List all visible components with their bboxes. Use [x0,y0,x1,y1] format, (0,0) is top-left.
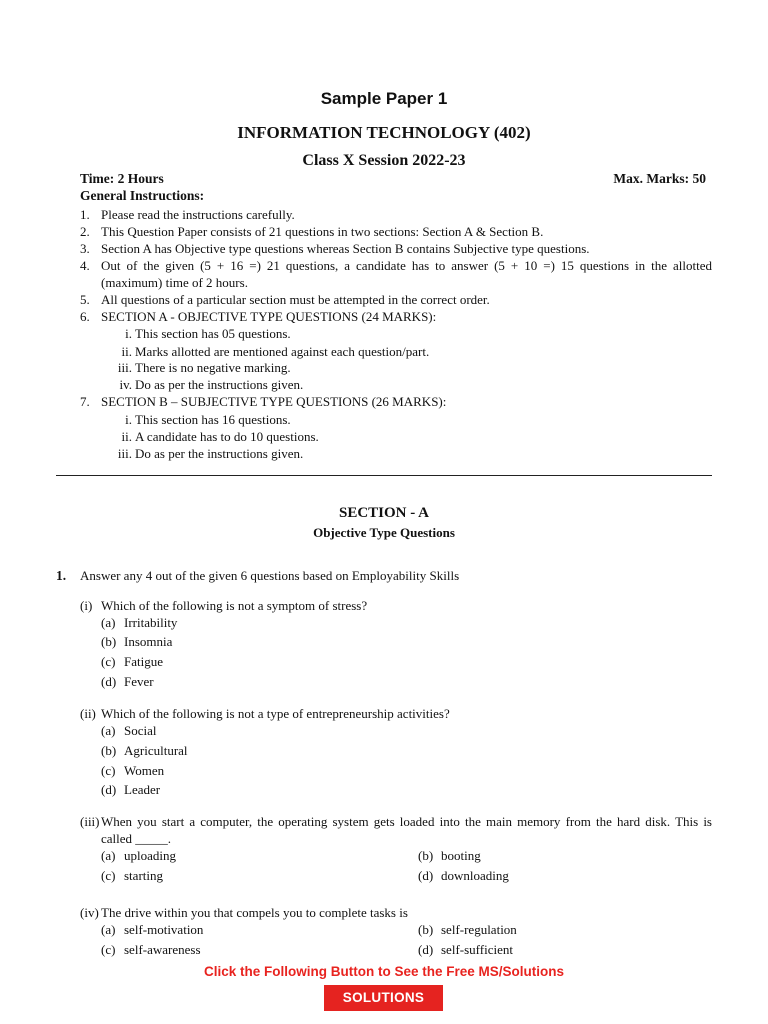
question-part [80,597,368,614]
option-label: (c) [101,763,116,778]
sub-instruction-number: iv. [119,377,132,392]
option-text: Women [124,763,165,778]
sub-instruction-number: i. [125,326,132,341]
option-label: (d) [101,674,117,689]
option-label: (b) [101,743,117,758]
part-text: Which of the following is not a symptom of stress? [101,598,368,613]
instruction-number: 5. [80,292,90,307]
option-text: self-awareness [124,942,201,957]
instruction-text-continued: (maximum) time of 2 hours. [101,275,248,290]
option-label: (d) [418,942,434,957]
part-text: When you start a computer, the operating system gets loaded into the main memory from the hard disk. This is [101,814,712,829]
option-label: (c) [101,942,116,957]
option-label: (b) [418,848,434,863]
question-number: 1. [56,568,67,583]
sub-instruction-number: iii. [117,446,132,461]
part-label: (iv) [80,905,99,920]
option-label: (d) [101,782,117,797]
option-text: Irritability [124,615,178,630]
sub-instruction-text: There is no negative marking. [135,360,291,375]
instruction-text: Section A has Objective type questions whereas Section B contains Subjective type questions. [101,241,590,256]
time-allowed: Time: 2 Hours [80,171,164,186]
paper-subject: INFORMATION TECHNOLOGY (402) [237,123,531,142]
option-label: (b) [418,922,434,937]
instruction-number: 4. [80,258,90,273]
option-text: self-regulation [441,922,517,937]
instruction-text: SECTION B – SUBJECTIVE TYPE QUESTIONS (26 MARKS): [101,394,447,409]
option-label: (d) [418,868,434,883]
section-a-title: SECTION - A [338,505,430,521]
part-text-continued: called _____. [101,831,172,846]
option-text: self-sufficient [441,942,513,957]
option-text: Fatigue [124,654,163,669]
option-text: Agricultural [124,743,188,758]
instruction-text: SECTION A - OBJECTIVE TYPE QUESTIONS (24 MARKS): [101,309,437,324]
sub-instruction-number: i. [125,412,132,427]
part-text: Which of the following is not a type of entrepreneurship activities? [101,706,450,721]
sample-paper-title: Sample Paper 1 [320,89,448,108]
instruction-text: Out of the given (5 + 16 =) 21 questions, a candidate has to answer (5 + 10 =) 15 questions in the allotted [101,258,712,273]
sub-instruction-number: ii. [121,344,132,359]
option-text: uploading [124,848,176,863]
instruction-text: This Question Paper consists of 21 questions in two sections: Section A & Section B. [101,224,544,239]
sub-instruction-text: This section has 16 questions. [135,412,291,427]
solutions-prompt-link[interactable]: Click the Following Button to See the Free MS/Solutions [203,964,564,979]
instruction-number: 7. [80,394,90,409]
instruction-number: 6. [80,309,90,324]
solutions-button[interactable]: SOLUTIONS [324,985,443,1011]
part-text: The drive within you that compels you to complete tasks is [101,905,408,920]
sub-instruction-text: Do as per the instructions given. [135,446,304,461]
question-text: Answer any 4 out of the given 6 questions based on Employability Skills [80,568,460,583]
sub-instruction-text: This section has 05 questions. [135,326,291,341]
question-part [80,904,408,921]
sub-instruction-text: Do as per the instructions given. [135,377,304,392]
instruction-text: All questions of a particular section must be attempted in the correct order. [101,292,490,307]
part-label: (iii) [80,814,100,829]
general-instructions-heading: General Instructions: [80,188,205,203]
paper-class-session: Class X Session 2022-23 [302,152,466,169]
sub-instruction-number: iii. [117,360,132,375]
part-label: (ii) [80,706,96,721]
question-part [80,705,450,722]
option-text: Insomnia [124,634,173,649]
question-part [80,813,712,846]
section-divider [56,475,712,476]
max-marks: Max. Marks: 50 [613,171,706,186]
option-label: (a) [101,723,116,738]
instruction-number: 1. [80,207,90,222]
option-text: self-motivation [124,922,204,937]
option-text: Fever [124,674,154,689]
part-label: (i) [80,598,93,613]
option-text: Leader [124,782,161,797]
option-label: (c) [101,868,116,883]
option-label: (a) [101,848,116,863]
instruction-text: Please read the instructions carefully. [101,207,295,222]
sub-instruction-text: A candidate has to do 10 questions. [135,429,319,444]
sub-instruction-text: Marks allotted are mentioned against each question/part. [135,344,430,359]
section-a-subtitle: Objective Type Questions [313,525,455,540]
option-label: (b) [101,634,117,649]
instruction-number: 3. [80,241,90,256]
option-text: booting [441,848,481,863]
option-text: starting [124,868,163,883]
instruction-number: 2. [80,224,90,239]
option-label: (a) [101,922,116,937]
option-text: downloading [441,868,509,883]
option-label: (c) [101,654,116,669]
option-text: Social [124,723,157,738]
option-label: (a) [101,615,116,630]
sub-instruction-number: ii. [121,429,132,444]
